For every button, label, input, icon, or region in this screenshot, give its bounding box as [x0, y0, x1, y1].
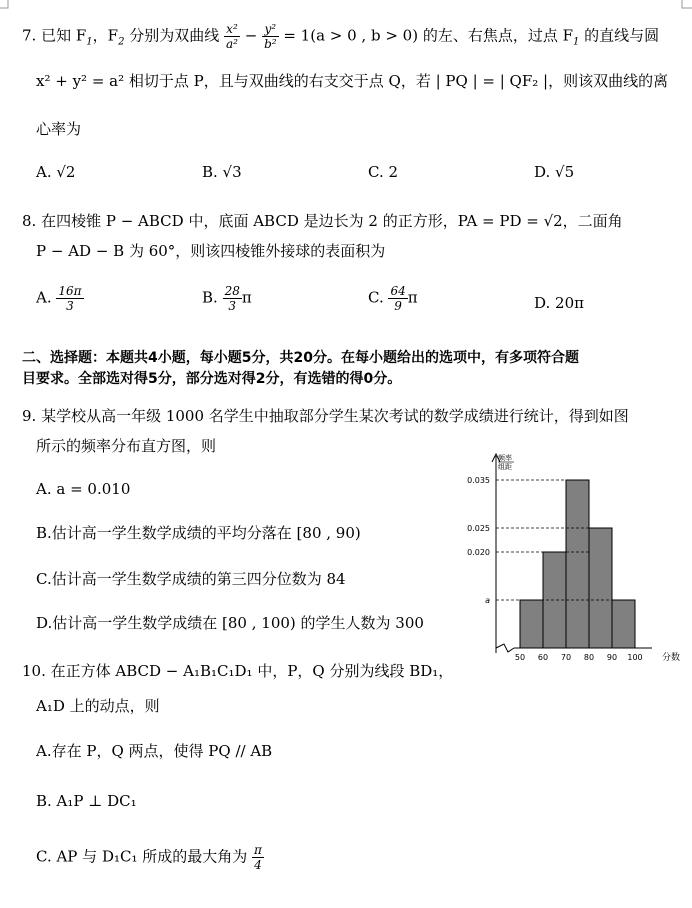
q7-frac-x: $\frac{\text{x²}}{\text{a²}}$ — [225, 22, 238, 51]
q7-line1: 7. 已知 $F_1$，$F_2$ 分别为双曲线 $\frac{\text{x²}}{\text{a²}}$ − $\frac{\text{y²}}{\text{b²}}$ = 1(a > 0 , b > 0) 的左、右焦点，过点 $F_1$ 的直线与圆 — [22, 22, 660, 51]
q8-line1: 8. 在四棱锥 P − ABCD 中，底面 ABCD 是边长为 2 的正方形，PA = PD = √2，二面角 — [22, 212, 623, 230]
q9-option-a: A. a = 0.010 — [36, 480, 131, 498]
x-tick-label: 70 — [560, 653, 572, 662]
x-axis-break — [496, 644, 514, 652]
histogram-bar — [589, 528, 612, 648]
q7-option-d: D. √5 — [534, 163, 575, 181]
y-tick-label: 0.020 — [467, 548, 490, 557]
q9-option-d: D.估计高一学生数学成绩在 [80 , 100) 的学生人数为 300 — [36, 614, 424, 632]
histogram-bar — [566, 480, 589, 648]
q8-option-b: B. $\frac{28}{3}$ π — [202, 284, 252, 313]
q7-frac-y: $\frac{\text{y²}}{\text{b²}}$ — [264, 22, 277, 51]
q9-line2: 所示的频率分布直方图，则 — [36, 437, 217, 455]
q7-option-b: B. √3 — [202, 163, 242, 181]
section2-line1: 二、选择题：本题共4小题，每小题5分，共20分。在每小题给出的选项中，有多项符合题 — [22, 350, 579, 366]
y-label-top: 频率 — [498, 454, 512, 462]
histogram-bar — [520, 600, 543, 648]
q10-option-a: A.存在 P，Q 两点，使得 PQ // AB — [36, 742, 273, 760]
q8-option-d: D. 20π — [534, 294, 584, 312]
q10-line1: 10. 在正方体 ABCD − A₁B₁C₁D₁ 中，P，Q 分别为线段 BD₁， — [22, 662, 454, 680]
q7-option-c: C. 2 — [368, 163, 399, 181]
x-tick-label: 90 — [606, 653, 618, 662]
q8-options — [36, 284, 676, 324]
q7-option-a: A. √2 — [36, 163, 76, 181]
crop-mark-left — [0, 0, 10, 10]
q10-line2: A₁D 上的动点，则 — [36, 697, 160, 715]
y-tick-label: a — [485, 596, 490, 605]
q9-line1: 9. 某学校从高一年级 1000 名学生中抽取部分学生某次考试的数学成绩进行统计，得到如图 — [22, 407, 629, 425]
q7-options — [36, 163, 676, 187]
q8-option-c: C. $\frac{64}{9}$ π — [368, 284, 418, 313]
section2-line2: 目要求。全部选对得5分，部分选对得2分，有选错的得0分。 — [22, 371, 402, 387]
crop-mark-right — [680, 0, 692, 10]
y-tick-label: 0.025 — [467, 524, 490, 533]
x-label: 分数 — [662, 653, 681, 663]
q7-line2: x² + y² = a² 相切于点 P，且与双曲线的右支交于点 Q，若 | PQ | = | QF₂ |，则该双曲线的离 — [36, 72, 669, 90]
q10-option-b: B. A₁P ⊥ DC₁ — [36, 792, 137, 810]
x-tick-label: 80 — [583, 653, 595, 662]
q7-line3: 心率为 — [36, 120, 82, 138]
q10-option-c: C. AP 与 D₁C₁ 所成的最大角为 $\frac{\pi}{4}$ — [36, 843, 262, 872]
histogram-bar — [612, 600, 635, 648]
q8-line2: P − AD − B 为 60°，则该四棱锥外接球的表面积为 — [36, 242, 386, 260]
frequency-histogram — [456, 448, 686, 668]
q8-option-a: A. $\frac{16\pi}{3}$ — [36, 284, 82, 313]
y-label-bottom: 组距 — [498, 463, 512, 471]
x-tick-label: 50 — [514, 653, 526, 662]
q9-option-c: C.估计高一学生数学成绩的第三四分位数为 84 — [36, 570, 346, 588]
x-tick-label: 60 — [537, 653, 549, 662]
q9-option-b: B.估计高一学生数学成绩的平均分落在 [80 , 90) — [36, 524, 361, 542]
y-tick-label: 0.035 — [467, 476, 490, 485]
x-tick-label: 100 — [627, 653, 643, 662]
